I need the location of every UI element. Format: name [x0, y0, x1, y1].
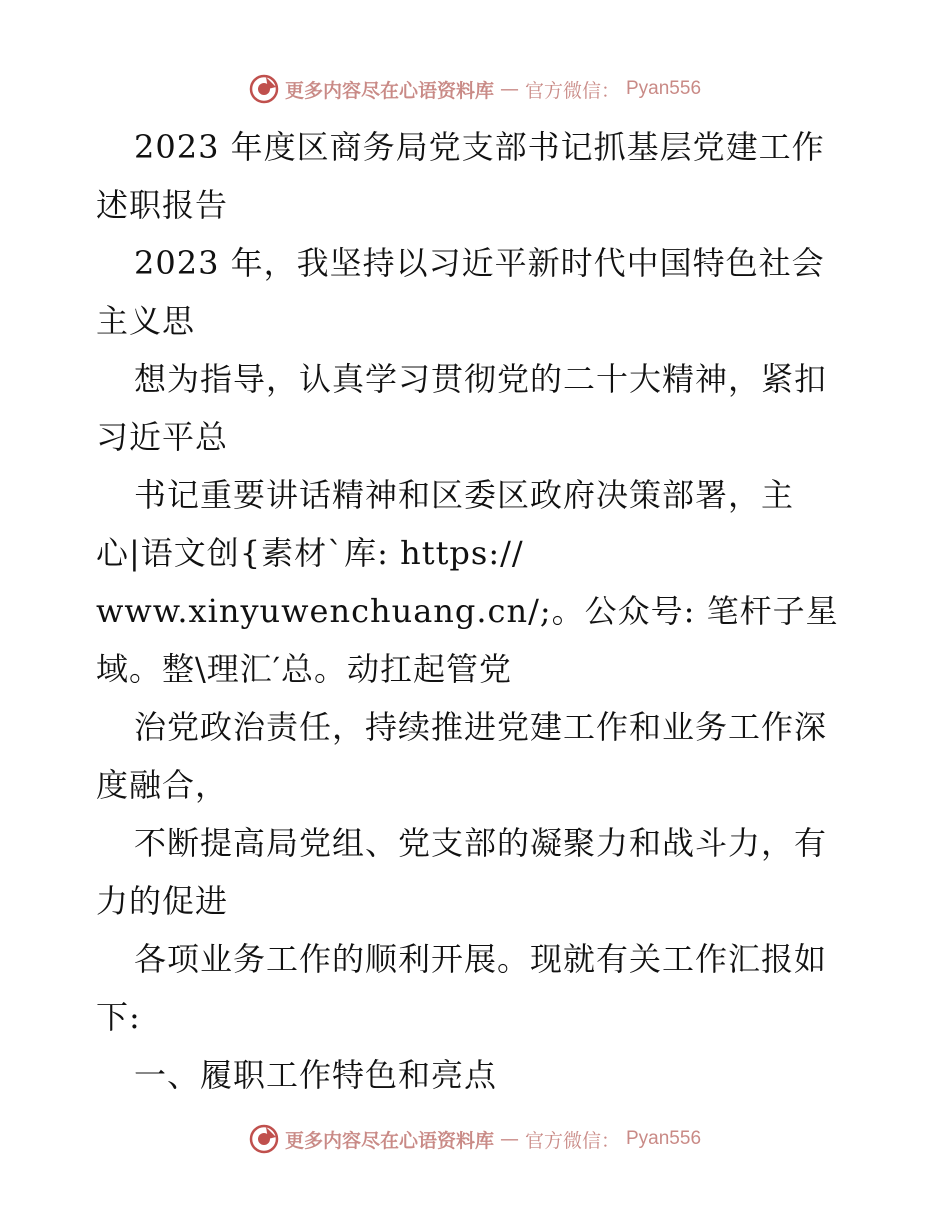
body-line: www.xinyuwenchuang.cn/;。公众号: 笔杆子星 — [96, 592, 839, 630]
body-line: 书记重要讲话精神和区委区政府决策部署，主 — [134, 476, 795, 514]
body-line: 想为指导，认真学习贯彻党的二十大精神，紧扣 — [134, 360, 828, 398]
watermark-id: Pyan556 — [626, 1128, 702, 1149]
watermark-main-text: 更多内容尽在心语资料库 — [284, 1129, 494, 1152]
header-watermark — [0, 74, 950, 104]
footer-watermark — [0, 1124, 950, 1154]
title-line-1: 2023 年度区商务局党支部书记抓基层党建工作 — [134, 128, 825, 166]
watermark-dash: — — [499, 1128, 519, 1150]
body-line: 下: — [96, 998, 141, 1036]
quill-seal-icon — [249, 74, 279, 104]
section-heading: 一、履职工作特色和亮点 — [134, 1056, 498, 1094]
title-line-2: 述职报告 — [96, 186, 229, 224]
watermark-dash: — — [499, 78, 519, 100]
body-line: 治党政治责任，持续推进党建工作和业务工作深 — [134, 708, 828, 746]
quill-seal-icon — [249, 1124, 279, 1154]
body-line: 习近平总 — [96, 418, 229, 456]
watermark-id: Pyan556 — [626, 78, 702, 99]
document-body — [96, 118, 866, 1104]
body-line: 度融合， — [96, 766, 229, 804]
watermark-sub-text: 官方微信： — [524, 79, 620, 102]
watermark-main-text: 更多内容尽在心语资料库 — [284, 79, 494, 102]
body-line: 心|语文创{素材`库: https:// — [96, 534, 524, 572]
body-line: 力的促进 — [96, 882, 229, 920]
body-line: 2023 年，我坚持以习近平新时代中国特色社会 — [134, 244, 825, 282]
body-line: 不断提高局党组、党支部的凝聚力和战斗力，有 — [134, 824, 828, 862]
body-line: 主义思 — [96, 302, 196, 340]
watermark-sub-text: 官方微信： — [524, 1129, 620, 1152]
body-line: 各项业务工作的顺利开展。现就有关工作汇报如 — [134, 940, 828, 978]
body-line: 域。整\理汇′总。动扛起管党 — [96, 650, 513, 688]
